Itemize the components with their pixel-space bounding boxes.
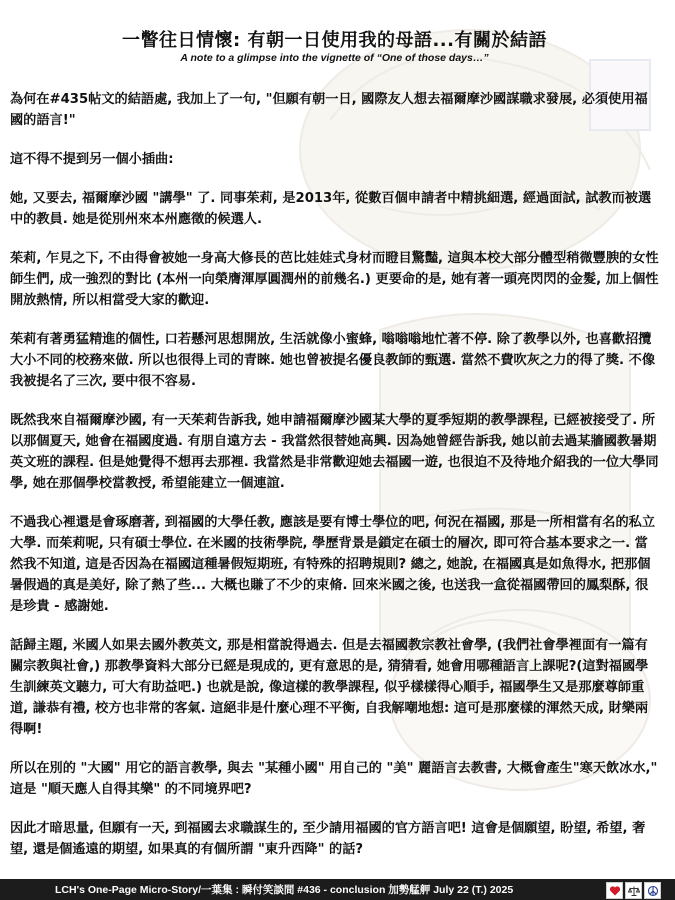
peace-icon <box>644 882 661 899</box>
scales-icon <box>625 882 642 899</box>
page-title: 一瞥往日情懷: 有朝一日使用我的母語...有關於結語 <box>122 30 547 51</box>
paragraph: 因此才暗思量, 但願有一天, 到福國去求職謀生的, 至少請用福國的官方語言吧! 這會是個願望, 盼望, 希望, 奢望, 還是個遙遠的期望, 如果真的有個所謂 "東升西降" 的話? <box>10 821 646 857</box>
paragraph: 這不得不提到另一個小插曲: <box>10 152 174 167</box>
page-subtitle: A note to a glimpse into the vignette of “One of those days…” <box>180 52 489 64</box>
footer-bar <box>0 879 675 900</box>
footer-text: LCH's One-Page Micro-Story/一葉集 : 瞬付笑談間 #436 - conclusion 加勢艋舺 July 22 (T.) 2025 <box>55 884 514 896</box>
paragraph: 話歸主題, 米國人如果去國外教英文, 那是相當說得過去. 但是去福國教宗教社會學, (我們社會學裡面有一篇有關宗教與社會,) 那教學資料大部分已經是現成的, 更有意思的是, 猜猜看, 她會用哪種語言上課呢?(這對福國學生訓練英文聽力, 可大有助益吧.) 也就是說, 像這樣的教學課程, 似乎樣樣得心順手, 福國學生又是那麼尊師重道, 謙恭有禮, 校方也非常的客氣. 這絕非是什麼心理不平衡, 自我解嘲地想: 這可是那麼樣的渾然天成, 財樂兩得啊! <box>10 638 649 737</box>
paragraph: 既然我來自福爾摩沙國, 有一天茱莉告訴我, 她申請福爾摩沙國某大學的夏季短期的教學課程, 已經被接受了. 所以那個夏天, 她會在福國度過. 有朋自遠方去 - 我當然很替她高興. 因為她曾經告訴我, 她以前去過某牆國教暑期英文班的課程. 但是她覺得不想再去那裡. 我當然是非常歡迎她去福國一遊, 也很迫不及待地介紹我的一位大學同學, 她在那個學校當教授, 希望能建立一個連誼. <box>10 413 659 491</box>
paragraph: 不過我心裡還是會琢磨著, 到福國的大學任教, 應該是要有博士學位的吧, 何況在福國, 那是一所相當有名的私立大學. 而茱莉呢, 只有碩士學位. 在米國的技術學院, 學歷背景是鎖定在碩士的層次, 即可符合基本要求之一. 當然我不知道, 這是否因為在福國這種暑假短期班, 有特殊的招聘規則? 總之, 她說, 在福國真是如魚得水, 把那個暑假過的真是美好, 除了熱了些... 大概也賺了不少的束脩. 回來米國之後, 也送我一盒從福國帶回的鳳梨酥, 很是珍貴 - 感謝她. <box>10 515 656 614</box>
paragraph: 所以在別的 "大國" 用它的語言教學, 與去 "某種小國" 用自己的 "美" 麗語言去教書, 大概會產生"寒天飲冰水," 這是 "順天應人自得其樂" 的不同境界吧? <box>10 761 658 797</box>
paragraph: 她, 又要去, 福爾摩沙國 "講學" 了. 同事茱莉, 是2013年, 從數百個申請者中精挑細選, 經過面試, 試教而被選中的教員. 她是從別州來本州應徵的候選人. <box>10 191 652 227</box>
paragraph: 茱莉, 乍見之下, 不由得會被她一身高大修長的芭比娃娃式身材而瞪目驚豔, 這與本校大部分體型稍微豐腴的女性師生們, 成一強烈的對比 (本州一向榮膺渾厚圓潤州的前幾名.) 更要命的是, 她有著一頭亮閃閃的金髮, 加上個性開放熱情, 所以相當受大家的歡迎. <box>10 251 659 308</box>
paragraph: 茱莉有著勇猛精進的個性, 口若懸河思想開放, 生活就像小蜜蜂, 嗡嗡嗡地忙著不停. 除了教學以外, 也喜歡招攬大小不同的校務來做. 所以也很得上司的青睞. 她也曾被提名優良教師的甄選. 當然不費吹灰之力的得了獎. 不像我被提名了三次, 要中很不容易. <box>10 332 656 389</box>
footer-icons <box>606 882 661 899</box>
heart-icon <box>606 882 623 899</box>
paragraph: 為何在#435帖文的結語處, 我加上了一句, "但願有朝一日, 國際友人想去福爾摩沙國謀職求發展, 必須使用福國的語言!" <box>10 92 648 128</box>
